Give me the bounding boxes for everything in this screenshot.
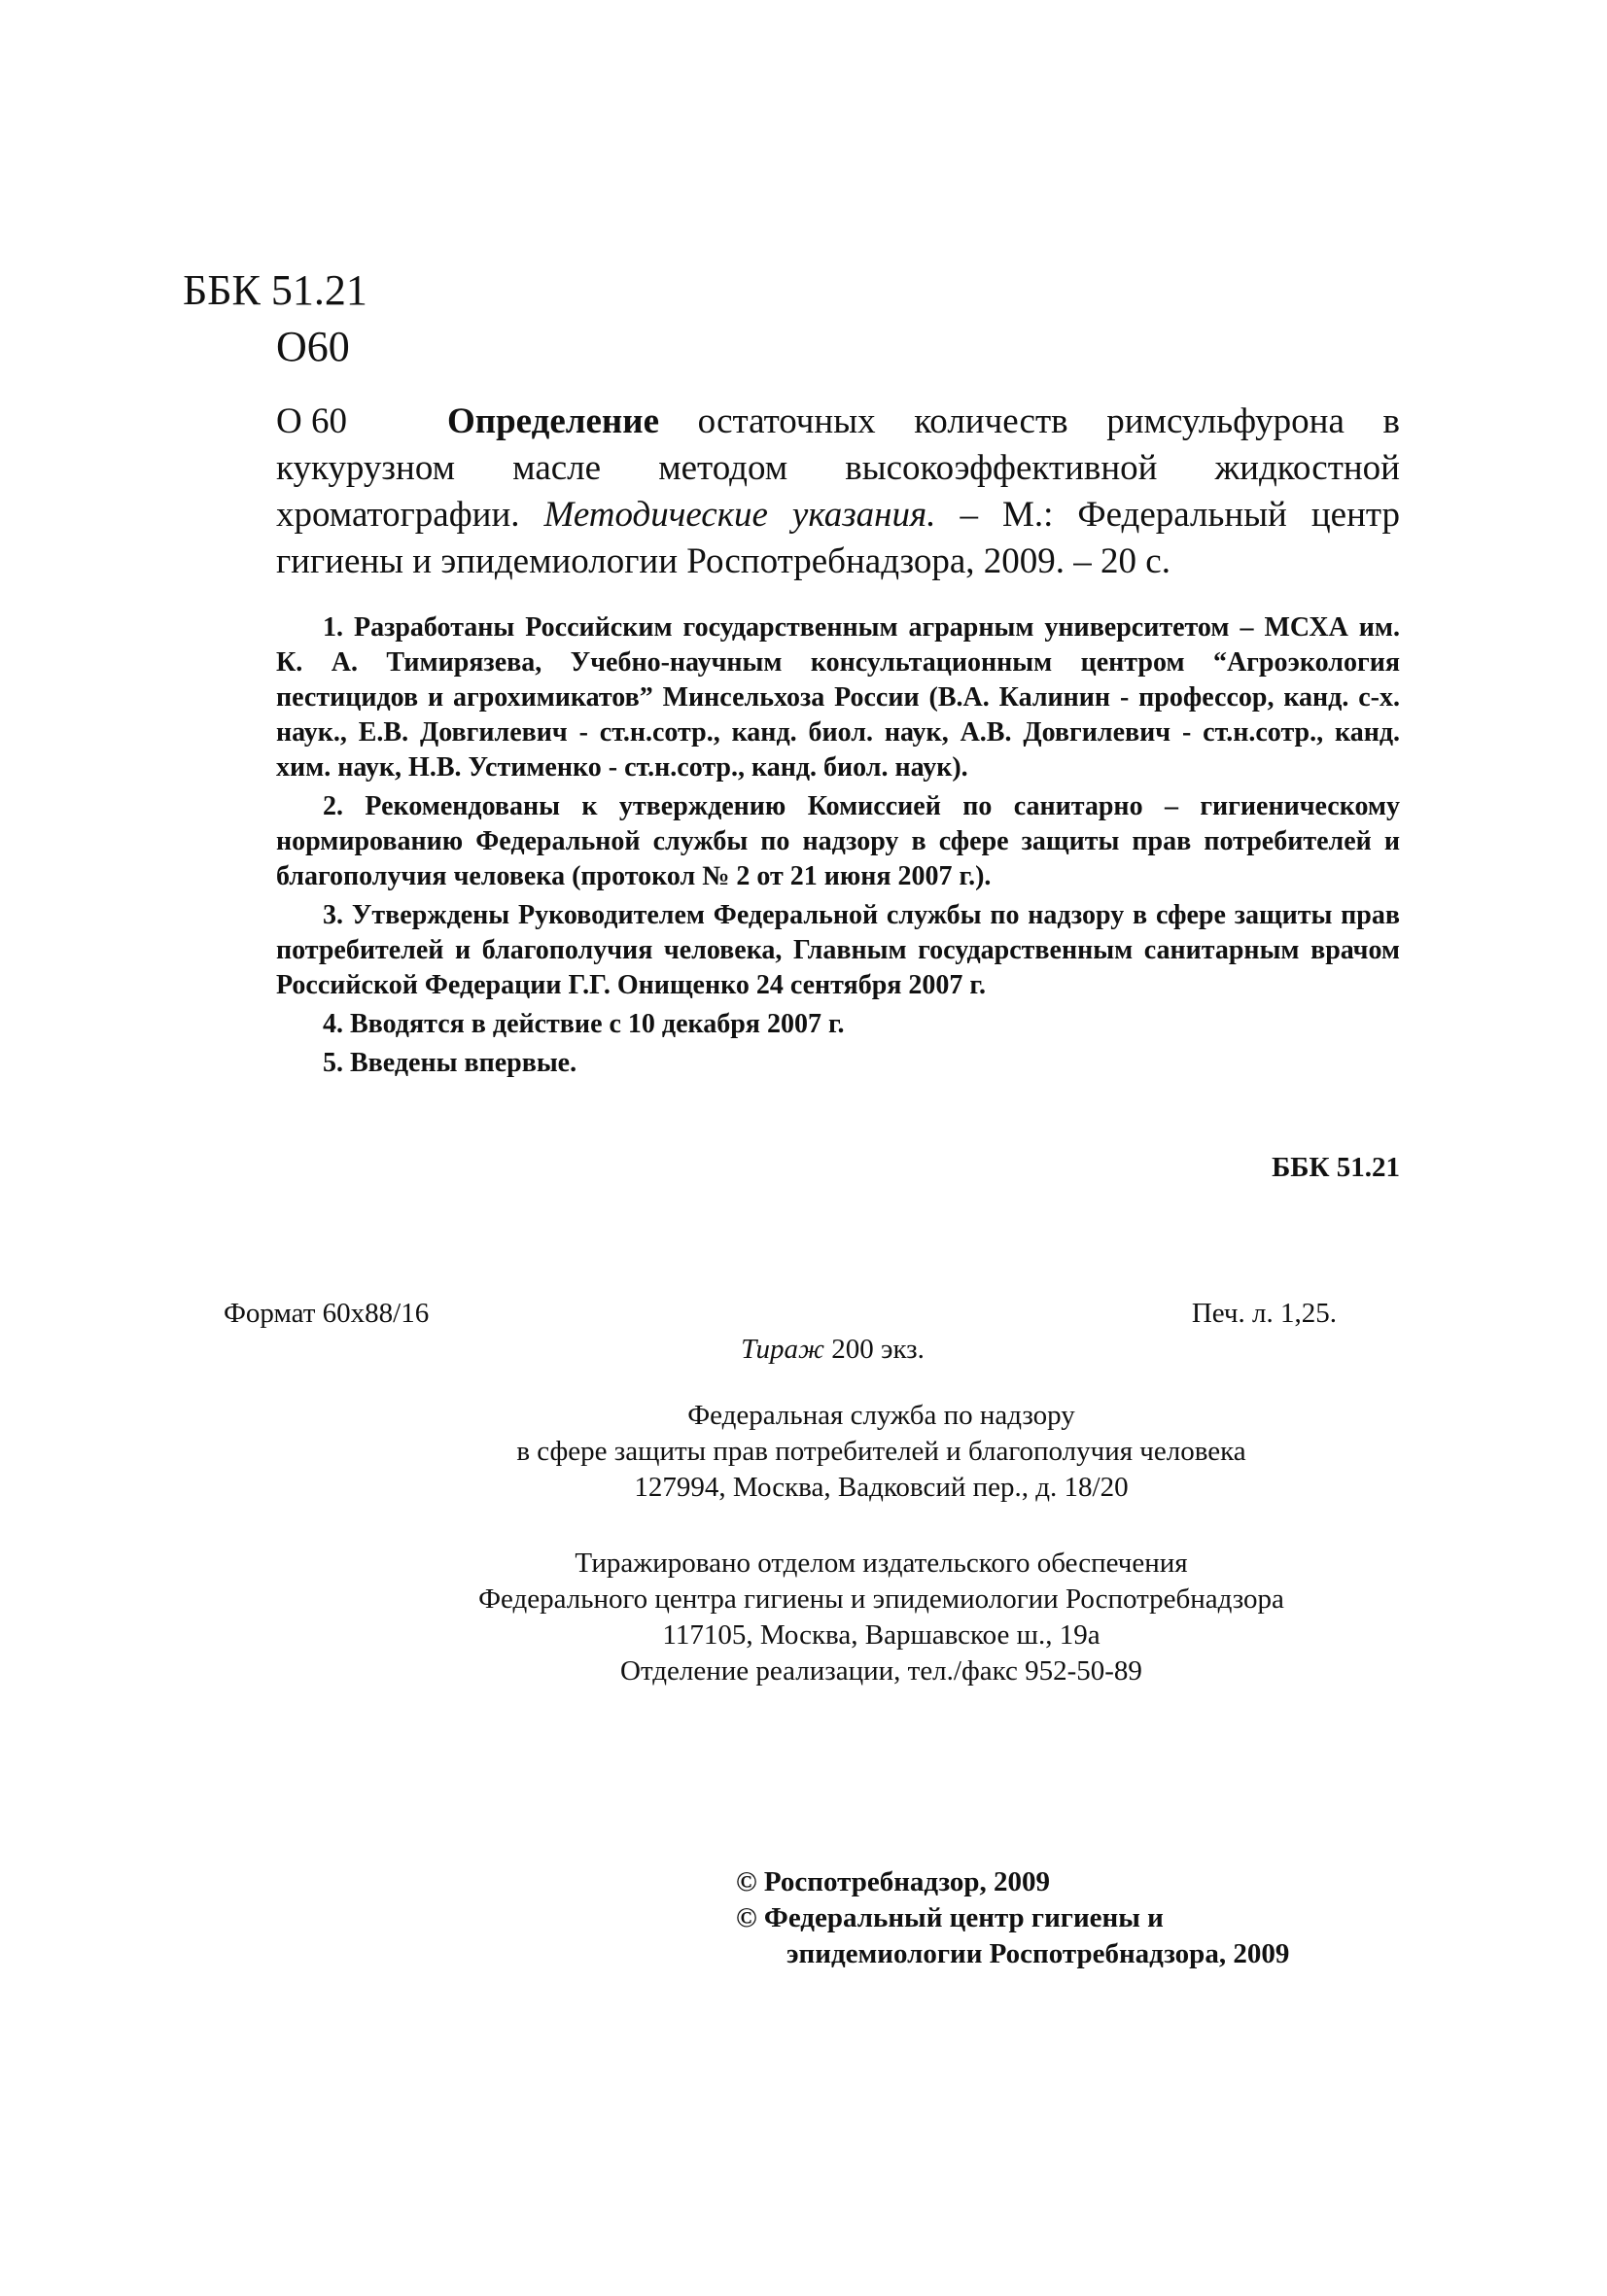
info-item-number: 5.: [323, 1048, 343, 1078]
sales-contact: Отделение реализации, тел./факс 952-50-89: [620, 1655, 1142, 1687]
print-run-value: 200 экз.: [824, 1334, 925, 1365]
bbk-header: [183, 262, 367, 375]
publisher-line: в сфере защиты прав потребителей и благополучия человека: [516, 1436, 1246, 1467]
info-item-text: Разработаны Российским государственным аграрным университетом – МСХА им. К. А. Тимирязева, Учебно-научным консультационным центром “Агроэкология пестицидов и агрохимикатов” Минсельхоза России (В.А. Калинин - профессор, канд. с-х. наук., Е.В. Довгилевич - ст.н.сотр., канд. биол. наук, А.В. Довгилевич - ст.н.сотр., канд. хим. наук, Н.В. Устименко - ст.н.сотр., канд. биол. наук).: [276, 612, 1401, 783]
publisher-line: Федеральная служба по надзору: [687, 1400, 1075, 1431]
info-item-2: [276, 789, 1400, 894]
publisher-block: [0, 1398, 1607, 1506]
printer-line: Тиражировано отделом издательского обеспечения: [575, 1548, 1188, 1579]
bbk-code: ББК 51.21: [183, 266, 367, 314]
copyright-line: © Федеральный центр гигиены и: [736, 1902, 1164, 1933]
info-item-number: 2.: [323, 791, 343, 821]
info-item-number: 1.: [323, 612, 343, 643]
info-item-text: Утверждены Руководителем Федеральной службы по надзору в сфере защиты прав потребителей и благополучия человека, Главным государственным санитарным врачом Российской Федерации Г.Г. Онищенко 24 сентября 2007 г.: [276, 900, 1401, 1000]
annotation-classifier: О 60: [276, 401, 347, 441]
print-run: [0, 1334, 1607, 1366]
info-item-text: Вводятся в действие с 10 декабря 2007 г.: [350, 1009, 845, 1039]
info-item-text: Рекомендованы к утверждению Комиссией по санитарно – гигиеническому нормированию Федеральной службы по надзору в сфере защиты прав потребителей и благополучия человека (протокол № 2 от 21 июня 2007 г.).: [276, 791, 1401, 891]
copyright-line: © Роспотребнадзор, 2009: [736, 1866, 1051, 1897]
print-run-label: Тираж: [741, 1334, 825, 1365]
printed-sheets: Печ. л. 1,25.: [1191, 1298, 1337, 1329]
copyright-line: эпидемиологии Роспотребнадзора, 2009: [786, 1938, 1290, 1969]
bbk-footer-code: ББК 51.21: [1272, 1152, 1400, 1183]
info-item-4: [276, 1007, 1400, 1042]
printer-line: Федерального центра гигиены и эпидемиологии Роспотребнадзора: [478, 1583, 1284, 1615]
printer-address: 117105, Москва, Варшавское ш., 19а: [662, 1619, 1100, 1651]
author-sign: О60: [276, 323, 350, 370]
info-item-number: 3.: [323, 900, 343, 930]
printer-block: [0, 1546, 1607, 1689]
copyright-block: [736, 1864, 1289, 1972]
annotation-title-rest: остаточных количеств римсульфурона в кукурузном масле методом высокоэффективной жидкостной хроматографии.: [276, 401, 1400, 535]
info-item-5: [276, 1046, 1400, 1081]
info-item-text: Введены впервые.: [350, 1048, 577, 1078]
bibliographic-annotation: [276, 399, 1400, 585]
info-item-1: [276, 610, 1400, 785]
annotation-subtitle: Методические указания.: [519, 495, 936, 535]
annotation-imprint: – М.: Федеральный центр гигиены и эпидемиологии Роспотребнадзора, 2009. – 20 с.: [276, 495, 1400, 581]
info-item-3: [276, 898, 1400, 1003]
publisher-address: 127994, Москва, Вадковсий пер., д. 18/20: [634, 1472, 1129, 1503]
info-list: [276, 610, 1400, 1085]
annotation-title-bold: Определение: [447, 401, 659, 441]
info-item-number: 4.: [323, 1009, 343, 1039]
format-spec: Формат 60х88/16: [224, 1298, 430, 1329]
